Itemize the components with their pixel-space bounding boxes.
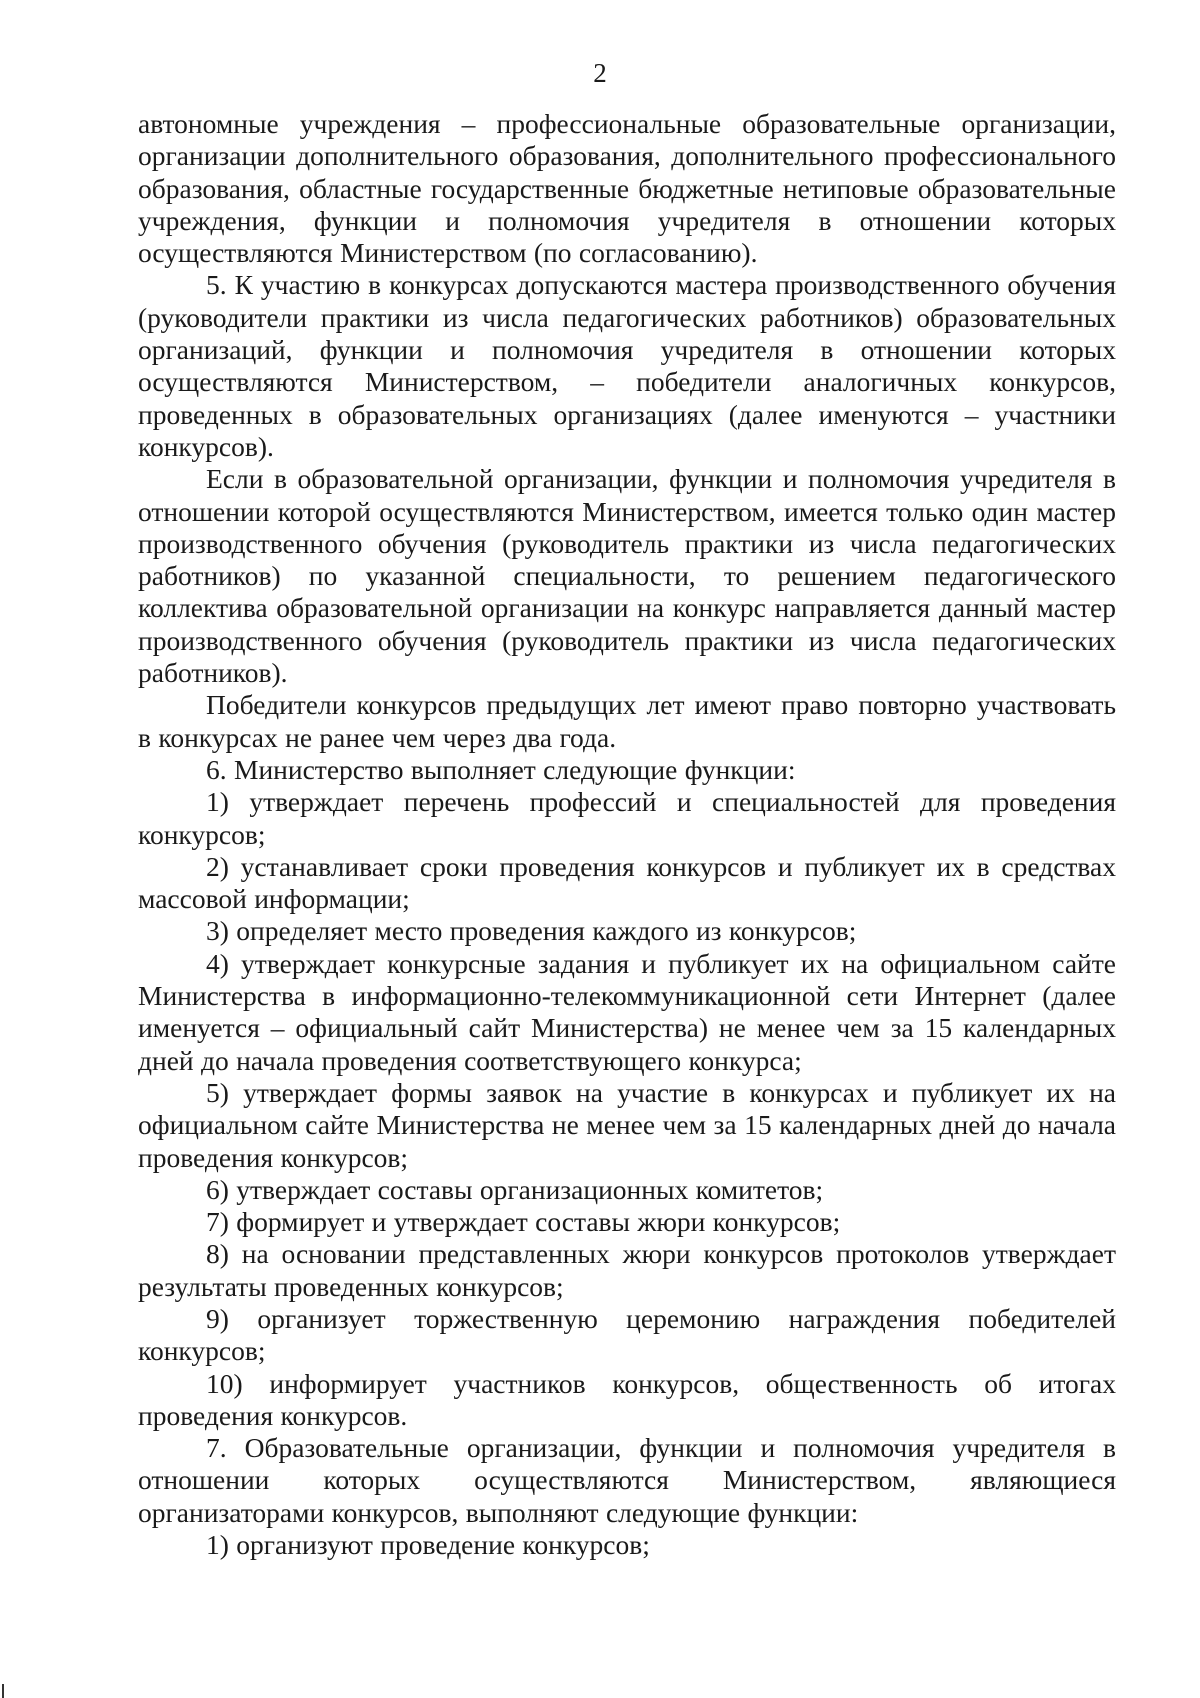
paragraph-continuation: автономные учреждения – профессиональные образовательные организации, организации дополнительного образования, дополнительного профессионального образования, областные государственные бюджетные нетиповые образовательные учреждения, функции и полномочия учредителя в отношении которых осуществляются Министерством (по согласованию). <box>138 108 1116 269</box>
list-item-6-7: 7) формирует и утверждает составы жюри конкурсов; <box>206 1206 841 1238</box>
page-number: 2 <box>593 58 607 88</box>
paragraph-previous-winners: Победители конкурсов предыдущих лет имеют право повторно участвовать в конкурсах не ранее чем через два года. <box>138 689 1116 753</box>
list-item-6-9: 9) организует торжественную церемонию награждения победителей конкурсов; <box>138 1302 1116 1367</box>
list-item-6-2: 2) устанавливает сроки проведения конкурсов и публикует их в средствах массовой информации; <box>138 850 1116 915</box>
scan-edge-mark <box>2 1684 4 1698</box>
list-item-7-1: 1) организуют проведение конкурсов; <box>206 1529 650 1561</box>
paragraph-item-5: 5. К участию в конкурсах допускаются мастера производственного обучения (руководители практики из числа педагогических работников) образовательных организаций, функции и полномочия учредителя в отношении которых осуществляются Министерством, – победители аналогичных конкурсов, проведенных в образовательных организациях (далее именуются – участники конкурсов). <box>138 269 1116 462</box>
document-body <box>138 108 1116 1561</box>
list-item-6-4: 4) утверждает конкурсные задания и публикует их на официальном сайте Министерства в информационно-телекоммуникационной сети Интернет (далее именуется – официальный сайт Министерства) не менее чем за 15 календарных дней до начала проведения соответствующего конкурса; <box>138 947 1116 1076</box>
paragraph-item-7-heading: 7. Образовательные организации, функции и полномочия учредителя в отношении которых осуществляются Министерством, являющиеся организаторами конкурсов, выполняют следующие функции: <box>138 1432 1116 1528</box>
list-item-6-8: 8) на основании представленных жюри конкурсов протоколов утверждает результаты проведенных конкурсов; <box>138 1238 1116 1302</box>
list-item-6-5: 5) утверждает формы заявок на участие в конкурсах и публикует их на официальном сайте Министерства не менее чем за 15 календарных дней до начала проведения конкурсов; <box>138 1076 1116 1173</box>
list-item-6-10: 10) информирует участников конкурсов, общественность об итогах проведения конкурсов. <box>138 1367 1116 1431</box>
list-item-6-3: 3) определяет место проведения каждого из конкурсов; <box>206 915 857 947</box>
list-item-6-1: 1) утверждает перечень профессий и специальностей для проведения конкурсов; <box>138 786 1116 850</box>
list-item-6-6: 6) утверждает составы организационных комитетов; <box>206 1173 824 1205</box>
paragraph-item-6-heading: 6. Министерство выполняет следующие функции: <box>206 753 796 785</box>
paragraph-single-master: Если в образовательной организации, функции и полномочия учредителя в отношении которой осуществляются Министерством, имеется только один мастер производственного обучения (руководитель практики из числа педагогических работников) по указанной специальности, то решением педагогического коллектива образовательной организации на конкурс направляется данный мастер производственного обучения (руководитель практики из числа педагогических работников). <box>138 463 1116 689</box>
